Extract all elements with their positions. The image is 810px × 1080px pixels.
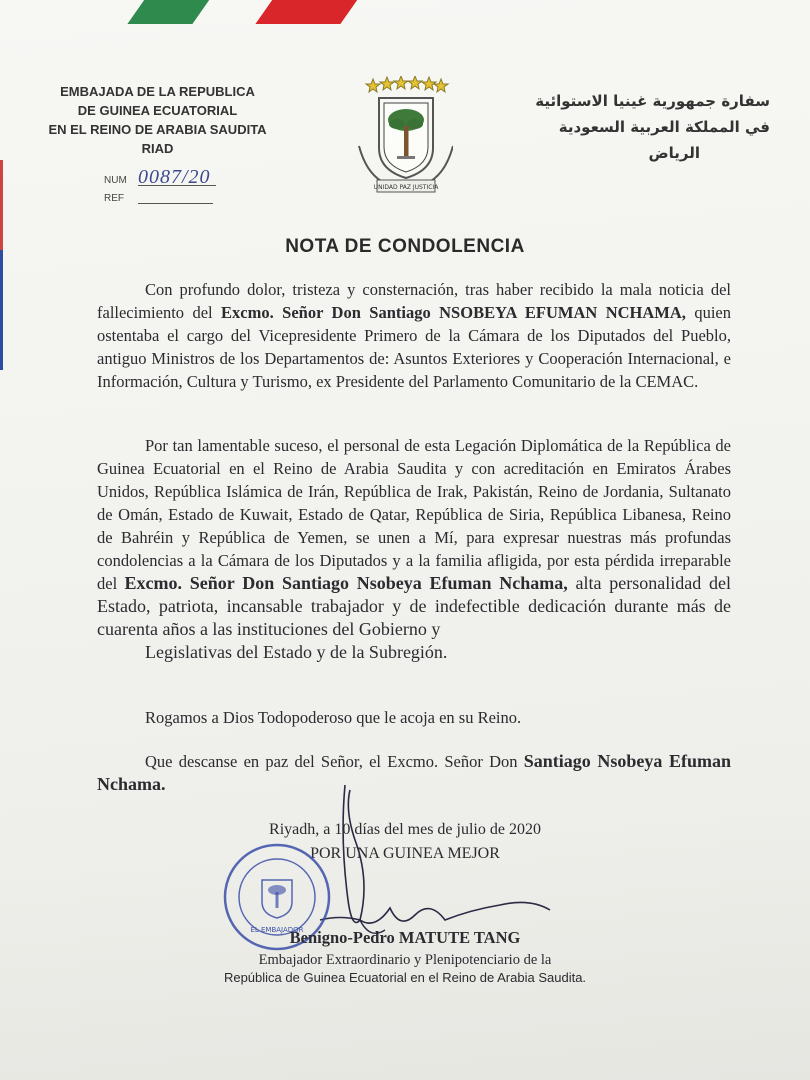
arabic-line-1: سفارة جمهورية غينيا الاستوائية [535,92,770,110]
arabic-line-2: في المملكة العربية السعودية [558,118,770,136]
para4-text-a: Que descanse en paz del Señor, el Excmo. Señor Don [145,752,524,771]
flag-stripe-red [255,0,365,24]
letterhead-line-1: EMBAJADA DE LA REPUBLICA [60,84,255,99]
signer-role-line-2: República de Guinea Ecuatorial en el Reino de Arabia Saudita. [223,970,587,985]
edge-stripe-blue [0,250,3,370]
paragraph-1 [97,278,731,393]
para4-name-bold: Santiago Nsobeya Efuman Nchama. [97,751,731,794]
crest-motto: UNIDAD PAZ JUSTICIA [373,184,439,191]
letterhead-line-4: RIAD [141,141,174,156]
closing-motto: POR UNA GUINEA MEJOR [310,845,500,862]
num-value: 0087/20 [138,169,216,186]
document-title: NOTA DE CONDOLENCIA [285,236,525,257]
place-date: Riyadh, a 10 días del mes de julio de 2020 [269,821,541,838]
paragraph-3: Rogamos a Dios Todopoderoso que le acoja en su Reino. [145,708,522,727]
signer-name: Benigno-Pedro MATUTE TANG [289,928,521,947]
paragraph-2 [97,434,731,664]
letterhead-line-3: EN EL REINO DE ARABIA SAUDITA [48,122,267,137]
stamp-label: EL EMBAJADOR [250,926,304,934]
para1-text-b: quien ostentaba el cargo del Vicepresidente Primero de la Cámara de los Diputados del Pueblo, antiguo Ministros de los Departamentos de: Asuntos Exteriores y Cooperación Internacional, e Información, Cultura y Turismo, ex Presidente del Parlamento Comunitario de la CEMAC. [97,303,731,391]
letterhead-line-2: DE GUINEA ECUATORIAL [77,103,238,118]
coat-of-arms-icon [357,76,453,194]
para2-text-c: Legislativas del Estado y de la Subregión. [145,642,448,662]
signer-role-line-1: Embajador Extraordinario y Plenipotenciario de la [258,952,552,968]
ref-value-line [138,191,213,204]
ref-label: REF [104,193,124,204]
handwritten-signature-icon [300,780,560,950]
reference-block [104,168,216,204]
para1-name-bold: Excmo. Señor Don Santiago NSOBEYA EFUMAN NCHAMA, [221,303,686,322]
para2-text-b: alta personalidad del Estado, patriota, incansable trabajador y de indefectible dedicación durante más de cuarenta años a las instituciones del Gobierno y [97,573,731,639]
para2-text-a: Por tan lamentable suceso, el personal de esta Legación Diplomática de la República de Guinea Ecuatorial en el Reino de Arabia Saudita y con acreditación en Emiratos Árabes Unidos, República Islámica de Irán, República de Irak, Pakistán, Reino de Jordania, Sultanato de Omán, Estado de Kuwait, Estado de Qatar, República de Siria, República Libanesa, Reino de Bahréin y República de Yemen, se unen a Mí, para expresar nuestras más profundas condolencias a la Cámara de los Diputados y a la familia afligida, por esta pérdida irreparable del [97,436,731,593]
letterhead-spanish [40,82,275,158]
letterhead-arabic [510,88,770,166]
para1-text-a: Con profundo dolor, tristeza y consternación, tras haber recibido la mala noticia del fallecimiento del [97,280,731,322]
num-label: NUM [104,175,127,186]
arabic-line-3: الرياض [648,144,700,162]
para2-name-bold: Excmo. Señor Don Santiago Nsobeya Efuman Nchama, [124,573,568,593]
